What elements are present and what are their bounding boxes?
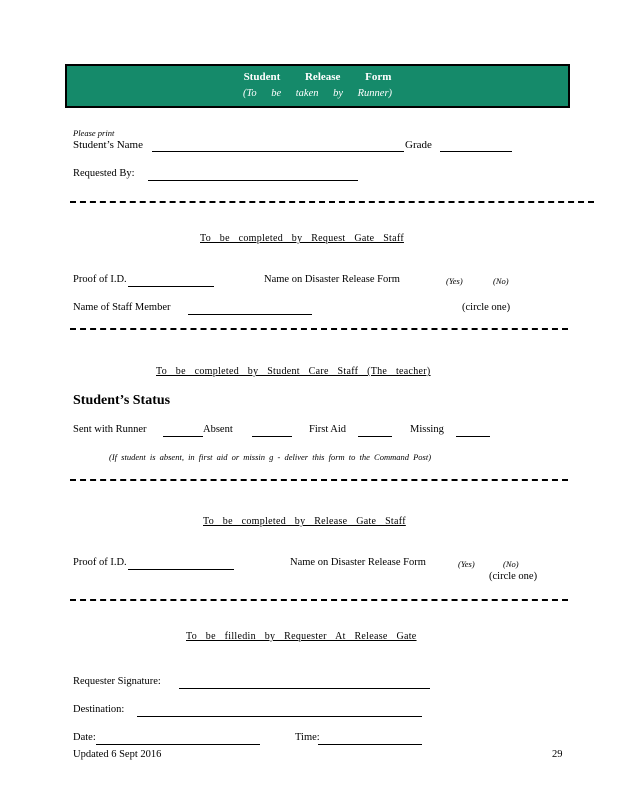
name-on-release-form-label-release: Name on Disaster Release Form bbox=[290, 557, 426, 568]
absent-label: Absent bbox=[203, 424, 233, 435]
section-heading-release-gate: To be completed by Release Gate Staff bbox=[203, 516, 406, 527]
separator bbox=[70, 479, 568, 481]
date-label: Date: bbox=[73, 732, 96, 743]
separator bbox=[70, 599, 568, 601]
form-subtitle: (To be taken by Runner) bbox=[242, 88, 393, 99]
time-label: Time: bbox=[295, 732, 320, 743]
proof-id-field-release[interactable] bbox=[128, 569, 234, 570]
requested-by-label: Requested By: bbox=[73, 168, 135, 179]
sent-with-runner-label: Sent with Runner bbox=[73, 424, 147, 435]
updated-date: Updated 6 Sept 2016 bbox=[73, 749, 162, 760]
student-status-title: Student’s Status bbox=[73, 393, 171, 408]
proof-id-field[interactable] bbox=[128, 286, 214, 287]
please-print-note: Please print bbox=[73, 128, 115, 138]
grade-field[interactable] bbox=[440, 151, 512, 152]
no-option-release[interactable]: (No) bbox=[503, 559, 519, 569]
section-heading-requester: To be filledin by Requester At Release Gate bbox=[186, 631, 417, 642]
requested-by-field[interactable] bbox=[148, 180, 358, 181]
student-name-field[interactable] bbox=[152, 151, 404, 152]
staff-member-field[interactable] bbox=[188, 314, 312, 315]
destination-label: Destination: bbox=[73, 704, 125, 715]
separator bbox=[70, 328, 568, 330]
grade-label: Grade bbox=[405, 139, 432, 151]
status-instruction-note: (If student is absent, in first aid or missin g - deliver this form to the Command Post) bbox=[109, 452, 432, 462]
date-field[interactable] bbox=[96, 744, 260, 745]
requester-signature-label: Requester Signature: bbox=[73, 676, 161, 687]
section-heading-request-gate: To be completed by Request Gate Staff bbox=[200, 233, 404, 244]
missing-field[interactable] bbox=[456, 436, 490, 437]
student-name-label: Student’s Name bbox=[73, 139, 143, 151]
circle-one-note: (circle one) bbox=[462, 302, 511, 313]
yes-option-release[interactable]: (Yes) bbox=[458, 559, 475, 569]
requester-signature-field[interactable] bbox=[179, 688, 430, 689]
absent-field[interactable] bbox=[252, 436, 292, 437]
missing-label: Missing bbox=[410, 424, 444, 435]
sent-with-runner-field[interactable] bbox=[163, 436, 203, 437]
yes-option[interactable]: (Yes) bbox=[446, 276, 463, 286]
proof-id-label-release: Proof of I.D. bbox=[73, 557, 127, 568]
form-title-banner bbox=[65, 64, 570, 108]
form-title: Student Release Form bbox=[243, 71, 392, 83]
time-field[interactable] bbox=[318, 744, 422, 745]
section-heading-student-care: To be completed by Student Care Staff (The teacher) bbox=[156, 366, 431, 377]
page-number: 29 bbox=[552, 749, 563, 760]
circle-one-note-release: (circle one) bbox=[489, 571, 538, 582]
separator bbox=[70, 201, 594, 203]
first-aid-field[interactable] bbox=[358, 436, 392, 437]
proof-id-label: Proof of I.D. bbox=[73, 274, 127, 285]
first-aid-label: First Aid bbox=[309, 424, 347, 435]
destination-field[interactable] bbox=[137, 716, 422, 717]
no-option[interactable]: (No) bbox=[493, 276, 509, 286]
staff-member-label: Name of Staff Member bbox=[73, 302, 171, 313]
name-on-release-form-label: Name on Disaster Release Form bbox=[264, 274, 400, 285]
